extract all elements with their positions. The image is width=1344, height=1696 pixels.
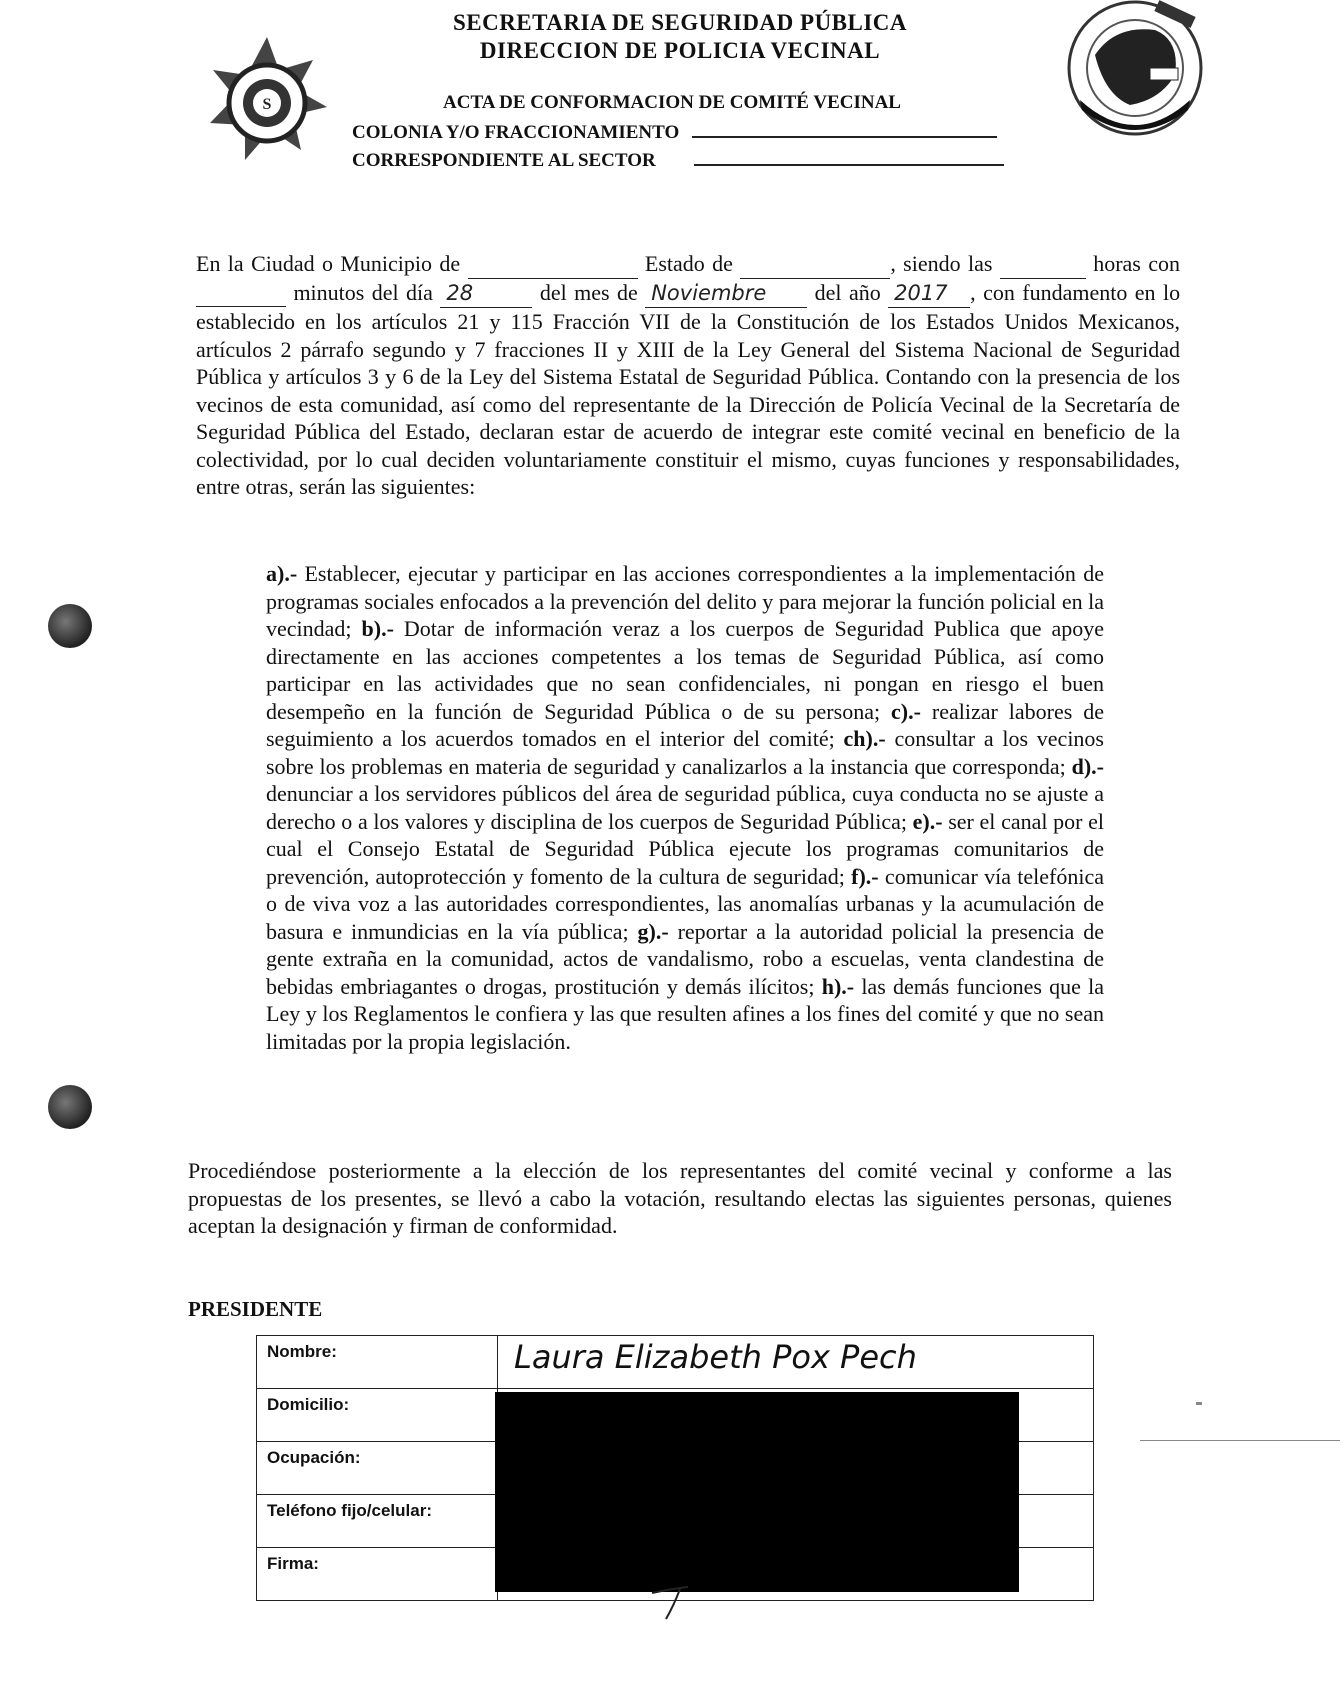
function-ch-letter: ch).- xyxy=(843,726,886,751)
day-handwritten: 28 xyxy=(440,280,532,309)
function-ch-text: consultar a los vecinos sobre los problemas en materia de seguridad y canalizarlos a la instancia que corresponda; xyxy=(266,726,1104,779)
opening-text-6: del mes de xyxy=(539,279,638,305)
function-g-letter: g).- xyxy=(637,918,669,944)
estado-blank xyxy=(740,250,890,279)
hour-blank xyxy=(1000,250,1086,279)
opening-text-5: minutos del día xyxy=(293,279,433,305)
name-label: Nombre: xyxy=(257,1336,498,1389)
sector-row xyxy=(352,150,1004,172)
function-f-letter: f).- xyxy=(851,863,879,889)
function-a-letter: a).- xyxy=(266,561,298,586)
redaction-block xyxy=(495,1392,1019,1592)
scan-artifact-line xyxy=(1140,1440,1340,1441)
colonia-row xyxy=(352,122,997,144)
signature-label: Firma: xyxy=(257,1548,498,1601)
colonia-blank-line xyxy=(692,136,997,138)
opening-text-1: En la Ciudad o Municipio de xyxy=(196,251,461,276)
opening-text-2: Estado de xyxy=(644,251,733,276)
municipio-blank xyxy=(468,250,638,279)
sector-blank-line xyxy=(694,164,1004,166)
opening-text-4: horas con xyxy=(1093,251,1180,276)
function-c-text: realizar labores de seguimiento a los acuerdos tomados en el interior del comité; xyxy=(266,698,1104,751)
name-field[interactable] xyxy=(498,1336,1094,1389)
police-star-seal-icon xyxy=(205,35,330,165)
year-handwritten: 2017 xyxy=(888,280,970,309)
svg-text:S: S xyxy=(262,96,272,113)
table-row xyxy=(257,1336,1094,1389)
function-d-letter: d).- xyxy=(1071,753,1104,779)
month-handwritten: Noviembre xyxy=(645,280,807,309)
colonia-label: COLONIA Y/O FRACCIONAMIENTO xyxy=(352,122,680,143)
scan-artifact-dot xyxy=(1196,1402,1202,1405)
function-e-letter: e).- xyxy=(912,808,943,834)
opening-text-8: , con fundamento en lo establecido en los artículos 21 y 115 Fracción VII de la Constitución de los Estados Unidos Mexicanos, artículos 2 párrafo segundo y 7 fracciones II y XIII de la Ley General del Sistema Nacional de Seguridad Pública y artículos 3 y 6 de la Ley del Sistema Estatal de Seguridad Pública. Contando con la presencia de los vecinos de esta comunidad, así como del representante de la Dirección de Policía Vecinal de la Secretaría de Seguridad Pública del Estado, declaran estar de acuerdo de integrar este comité vecinal en beneficio de la colectividad, por lo cual deciden voluntariamente constituir el mismo, cuyas funciones y responsabilidades, entre otras, serán las siguientes: xyxy=(196,279,1181,499)
function-c-letter: c).- xyxy=(891,698,921,724)
minutes-blank xyxy=(196,279,286,308)
hole-punch-icon xyxy=(48,1085,92,1129)
state-council-seal-icon xyxy=(1060,0,1210,140)
header-title-line1: SECRETARIA DE SEGURIDAD PÚBLICA xyxy=(452,10,908,35)
hole-punch-icon xyxy=(48,604,92,648)
functions-paragraph xyxy=(266,560,1104,1055)
header-title-line2: DIRECCION DE POLICIA VECINAL xyxy=(479,38,881,63)
function-d-text: denunciar a los servidores públicos del área de seguridad pública, cuya conducta no se ajuste a derecho o a los valores y disciplina de los cuerpos de Seguridad Pública; xyxy=(266,781,1104,834)
phone-label: Teléfono fijo/celular: xyxy=(257,1495,498,1548)
function-g-text: reportar a la autoridad policial la presencia de gente extraña en la comunidad, actos de vandalismo, robo a escuelas, venta clandestina de bebidas embriagantes o drogas, prostitución y demás ilícitos; xyxy=(266,918,1105,999)
occupation-label: Ocupación: xyxy=(257,1442,498,1495)
opening-text-7: del año xyxy=(814,279,881,305)
function-f-text: comunicar vía telefónica o de viva voz a las autoridades correspondientes, las anomalías urbanas y la acumulación de basura e inmundicias en la vía pública; xyxy=(266,863,1104,944)
sector-label: CORRESPONDIENTE AL SECTOR xyxy=(352,150,656,171)
closing-paragraph: Procediéndose posteriormente a la elección de los representantes del comité vecinal y conforme a las propuestas de los presentes, se llevó a cabo la votación, resultando electas las siguientes personas, quienes aceptan la designación y firman de conformidad. xyxy=(188,1158,1172,1238)
function-b-letter: b).- xyxy=(361,616,394,641)
function-a-text: Establecer, ejecutar y participar en las acciones correspondientes a la implementación de programas sociales enfocados a la prevención del delito y para mejorar la función policial en la vecindad; xyxy=(266,561,1104,641)
header-titles xyxy=(360,10,1000,64)
address-label: Domicilio: xyxy=(257,1389,498,1442)
function-b-text: Dotar de información veraz a los cuerpos de Seguridad Publica que apoye directamente en las acciones competentes a los temas de Seguridad Pública, así como participar en las actividades que no sean confidenciales, ni pongan en riesgo el buen desempeño en la función de Seguridad Pública o de su persona; xyxy=(266,616,1104,724)
signature-stroke-icon xyxy=(650,1585,710,1625)
function-h-letter: h).- xyxy=(821,973,855,999)
name-handwritten: Laura Elizabeth Pox Pech xyxy=(514,1338,917,1376)
president-heading: PRESIDENTE xyxy=(188,1297,323,1321)
function-e-text: ser el canal por el cual el Consejo Estatal de Seguridad Pública ejecute los programas comunitarios de prevención, autoprotección y fomento de la cultura de seguridad; xyxy=(266,808,1104,889)
opening-text-3: , siendo las xyxy=(890,251,993,276)
opening-paragraph xyxy=(196,250,1180,501)
act-title: ACTA DE CONFORMACION DE COMITÉ VECINAL xyxy=(443,92,901,113)
function-h-text: las demás funciones que la Ley y los Reglamentos le confiera y las que resulten afines a los fines del comité y que no sean limitadas por la propia legislación. xyxy=(266,973,1104,1054)
